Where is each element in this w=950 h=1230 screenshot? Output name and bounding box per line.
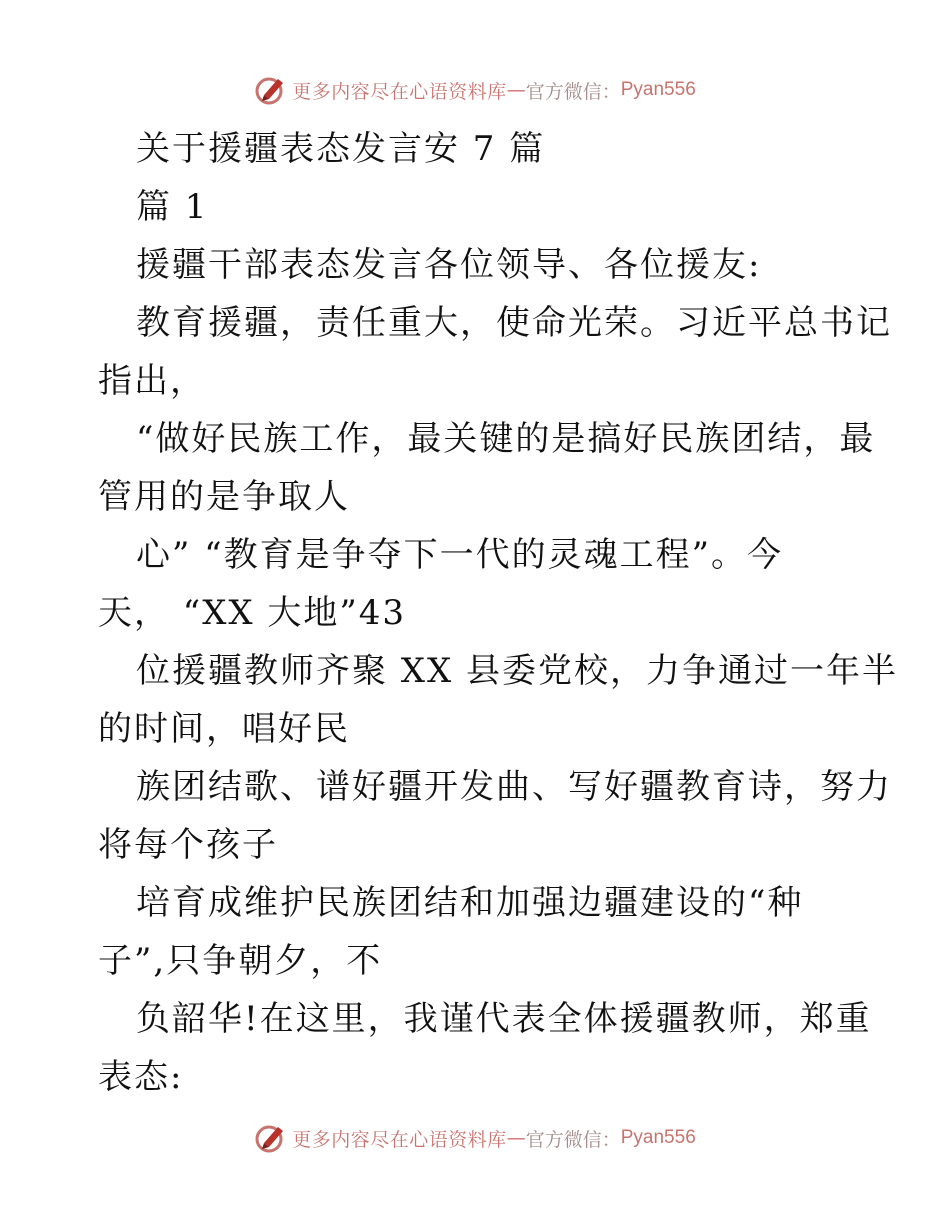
watermark-wechat-id: Pyan556 [620, 79, 696, 100]
document-body [98, 120, 899, 1106]
text-line: 负韶华!在这里，我谨代表全体援疆教师，郑重 [136, 999, 872, 1039]
watermark-main-text: 更多内容尽在心语资料库 [292, 1128, 507, 1151]
watermark-header [0, 72, 950, 108]
text-line: 心” “教育是争夺下一代的灵魂工程”。今 [136, 535, 783, 575]
watermark-footer [0, 1120, 950, 1156]
text-line: 篇 1 [136, 187, 209, 227]
watermark-dash: — [506, 1127, 526, 1149]
text-line: 族团结歌、谱好疆开发曲、写好疆教育诗，努力 [136, 767, 892, 807]
text-line: 援疆干部表态发言各位领导、各位援友: [136, 245, 762, 285]
text-line: 将每个孩子 [98, 825, 278, 865]
pen-logo-icon [254, 73, 288, 107]
text-line: “做好民族工作，最关键的是搞好民族团结，最 [136, 419, 876, 459]
text-line: 教育援疆，责任重大，使命光荣。习近平总书记 [136, 303, 892, 343]
text-line: 的时间，唱好民 [98, 709, 350, 749]
pen-logo-icon [254, 1121, 288, 1155]
text-line: 表态: [98, 1057, 184, 1097]
watermark-wechat-label: 官方微信： [525, 1128, 621, 1151]
text-line: 子”,只争朝夕，不 [98, 941, 383, 981]
watermark-dash: — [506, 79, 526, 101]
text-line: 培育成维护民族团结和加强边疆建设的“种 [136, 883, 804, 923]
text-line: 关于援疆表态发言安 7 篇 [136, 129, 546, 169]
text-line: 天， “XX 大地”43 [98, 593, 407, 633]
text-line: 管用的是争取人 [98, 477, 350, 517]
watermark-wechat-id: Pyan556 [620, 1127, 696, 1148]
text-line: 位援疆教师齐聚 XX 县委党校，力争通过一年半 [136, 651, 899, 691]
watermark-wechat-label: 官方微信： [525, 80, 621, 103]
text-line: 指出， [98, 361, 206, 401]
watermark-main-text: 更多内容尽在心语资料库 [292, 80, 507, 103]
